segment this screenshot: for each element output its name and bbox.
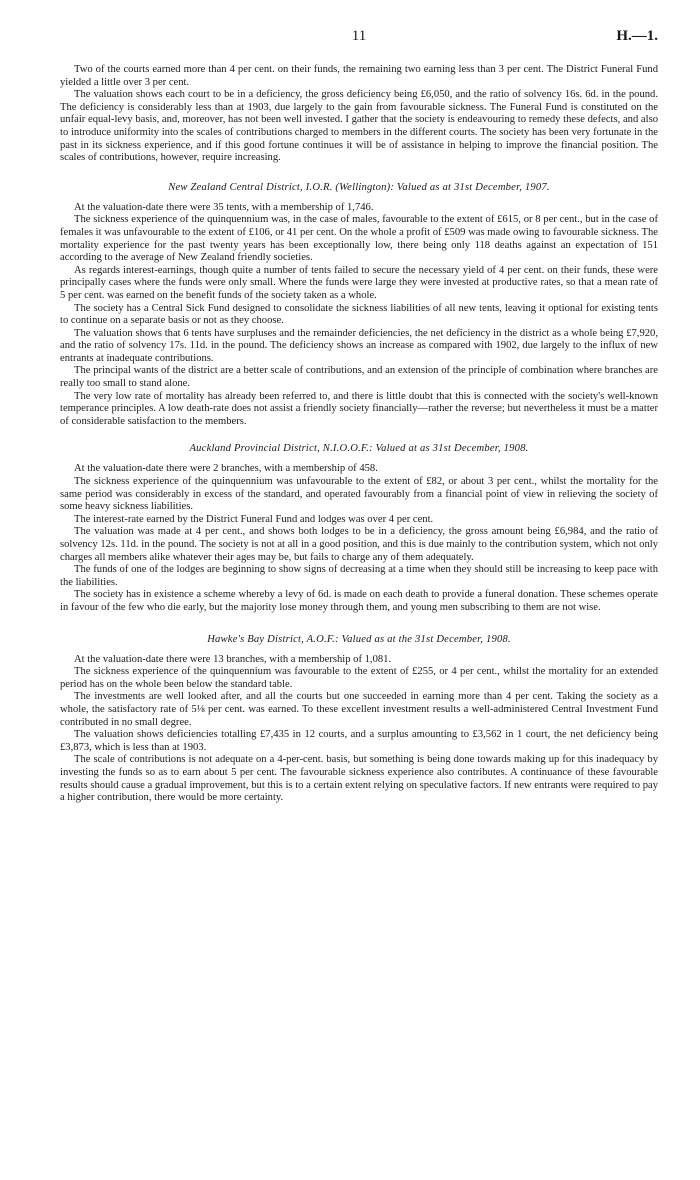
paragraph: The valuation shows each court to be in a deficiency, the gross deficiency being £6,050, and the ratio of solvency 16s. 6d. in the pound. The deficiency is considerably less than at 1903, due largely to the gain from favourable sickness. The Funeral Fund is constituted on the unfair equal-levy basis, and, moreover, has not been well invested. I gather that the society is endeavouring to remedy these defects, and also to introduce uniformity into the scales of contributions charged to members in the different courts. The society has been very fortunate in the past in its sickness experience, and if this good fortune continues it will be of assistance in helping to improve the financial position. The scales of contributions, however, require increasing.: [60, 89, 658, 164]
section-heading: Auckland Provincial District, N.I.O.O.F.: Valued at as 31st December, 1908.: [189, 443, 529, 455]
paragraph: The interest-rate earned by the District Funeral Fund and lodges was over 4 per cent.: [74, 513, 434, 525]
paragraph: The investments are well looked after, and all the courts but one succeeded in earning more than 4 per cent. Taking the society as a whole, the satisfactory rate of 5⅛ per cent. was earned. To these excellent investment results a well-administered Central Investment Fund contributed in no small degree.: [60, 691, 658, 728]
document-page: [60, 28, 658, 805]
paragraph: The sickness experience of the quinquennium was unfavourable to the extent of £82, or about 3 per cent., whilst the mortality for the same period was considerably in excess of the standard, and operated favourably from a financial point of view in relieving the society of some heavy sickness liabilities.: [60, 476, 658, 513]
paragraph: The scale of contributions is not adequate on a 4-per-cent. basis, but something is being done towards making up for this inadequacy by investing the funds so as to earn about 5 per cent. The favourable sickness experience also contributes. A continuance of these favourable results should cause a gradual improvement, but this is to a certain extent relying on speculative factors. If new entrants were required to pay a higher contribution, there would be more certainty.: [60, 754, 658, 804]
page-header: [60, 28, 658, 64]
paragraph: The valuation shows that 6 tents have surpluses and the remainder deficiencies, the net deficiency in the district as a whole being £7,920, and the ratio of solvency 17s. 11d. in the pound. The deficiency shows an increase as compared with 1902, due largely to the influx of new entrants at inadequate contributions.: [60, 327, 658, 364]
paragraph: The society has in existence a scheme whereby a levy of 6d. is made on each death to provide a funeral donation. These schemes operate in favour of the few who die early, but the majority lose money through them, and young men subscribing to them are not wise.: [60, 589, 658, 613]
section-heading: New Zealand Central District, I.O.R. (Wellington): Valued as at 31st December, 1907.: [168, 181, 550, 193]
paragraph: The principal wants of the district are a better scale of contributions, and an extension of the principle of combination where branches are really too small to stand alone.: [60, 365, 658, 390]
paragraph: The valuation was made at 4 per cent., and shows both lodges to be in a deficiency, the gross amount being £6,984, and the ratio of solvency 12s. 11d. in the pound. The society is not at all in a good position, and this is due mainly to the contribution system, which not only charges all members alike whatever their ages may be, but fails to charge any of them adequately.: [60, 526, 658, 563]
section-wellington: [60, 181, 658, 429]
paragraph: The sickness experience of the quinquennium was, in the case of males, favourable to the extent of £615, or 8 per cent., but in the case of females it was unfavourable to the extent of £106, or 41 per cent. On the whole a profit of £509 was made owing to favourable sickness. The mortality experience for the past twenty years has been exceptionally low, there being only 118 deaths against an expectation of 151 according to the average of New Zealand friendly societies.: [60, 214, 658, 264]
page-number: 11: [351, 28, 367, 44]
section-hawkes-bay: [60, 633, 658, 805]
paragraph: At the valuation-date there were 13 branches, with a membership of 1,081.: [74, 653, 392, 665]
paragraph: At the valuation-date there were 35 tents, with a membership of 1,746.: [74, 201, 374, 213]
section-auckland: [60, 442, 658, 614]
intro-block: [60, 64, 658, 165]
document-code: H.—1.: [616, 28, 658, 44]
paragraph: The sickness experience of the quinquennium was favourable to the extent of £255, or 4 per cent., whilst the mortality for an extended period has on the whole been below the standard table.: [60, 666, 658, 690]
section-heading: Hawke's Bay District, A.O.F.: Valued as at the 31st December, 1908.: [207, 633, 511, 645]
paragraph: The valuation shows deficiencies totalling £7,435 in 12 courts, and a surplus amounting to £3,562 in 1 court, the net deficiency being £3,873, which is less than at 1903.: [60, 729, 658, 753]
paragraph: Two of the courts earned more than 4 per cent. on their funds, the remaining two earning less than 3 per cent. The District Funeral Fund yielded a little over 3 per cent.: [60, 64, 658, 88]
paragraph: At the valuation-date there were 2 branches, with a membership of 458.: [74, 463, 378, 475]
paragraph: The society has a Central Sick Fund designed to consolidate the sickness liabilities of all new tents, leaving it optional for existing tents to continue on a separate basis or not as they choose.: [60, 302, 658, 327]
paragraph: As regards interest-earnings, though quite a number of tents failed to secure the necessary yield of 4 per cent. on their funds, these were principally cases where the funds were only small. Where the funds were large they were invested at productive rates, so that a mean rate of 5 per cent. was earned on the benefit funds of the society taken as a whole.: [60, 264, 658, 301]
paragraph: The very low rate of mortality has already been referred to, and there is little doubt that this is connected with the society's well-known temperance principles. A low death-rate does not assist a friendly society financially—rather the reverse; but nevertheless it must be a matter of considerable satisfaction to the members.: [60, 390, 658, 427]
paragraph: The funds of one of the lodges are beginning to show signs of decreasing at a time when they should still be increasing to keep pace with the liabilities.: [60, 564, 658, 588]
